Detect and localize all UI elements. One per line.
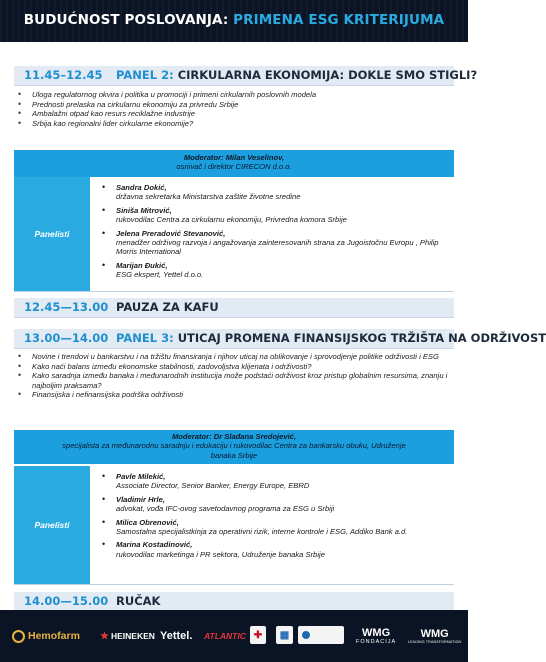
atlantic-logo	[204, 626, 246, 646]
list-item: • Ambalažni otpad kao resurs reciklažne industrije	[14, 109, 454, 119]
title-blue: PRIMENA ESG KRITERIJUMA	[233, 12, 445, 28]
panelist-name: • Pavle Milekić,	[116, 472, 166, 481]
ministry-logo-icon	[298, 626, 344, 644]
heineken-logo	[100, 626, 155, 646]
wmg-subtext: LEADING TRANSFORMATION	[408, 640, 462, 644]
panelists-section	[14, 177, 454, 292]
hemofarm-mark-icon	[12, 630, 25, 643]
ministry-mark-icon	[302, 631, 310, 639]
list-item	[100, 261, 450, 280]
panelist-name: • Siniša Mitrović,	[116, 205, 172, 215]
header-banner	[0, 0, 468, 42]
coat-of-arms-icon	[250, 626, 266, 644]
moderator-role: specijalista za međunarodnu saradnju i edukaciju i rukovodilac Centra za bankarsku obuku, Udruženje banaka Srbije	[62, 441, 406, 460]
star-icon: ★	[100, 630, 109, 642]
panel-title: UTICAJ PROMENA FINANSIJSKOG TRŽIŠTA NA ODRŽIVOST	[177, 331, 546, 345]
list-item	[100, 518, 450, 537]
panelist-role: Associate Director, Senior Banker, Energy Europe, EBRD	[116, 481, 310, 491]
panelist-name: • Sandra Dokić,	[116, 183, 167, 192]
panel-number: PANEL 2:	[116, 68, 174, 82]
session-bar-lunch	[14, 592, 454, 612]
topic-list	[14, 352, 454, 400]
moderator-box	[14, 150, 454, 177]
list-item	[100, 540, 450, 559]
list-item	[100, 183, 450, 202]
session-time: 13.00—14.00	[24, 331, 109, 345]
panelist-role: Samostalna specijalistkinja za operativni rizik, interne kontrole i ESG, Addiko Bank a.d.	[116, 527, 408, 537]
moderator-name: Moderator: Dr Slađana Sredojević,	[171, 432, 297, 441]
session-title: PAUZA ZA KAFU	[116, 300, 219, 314]
session-time: 12.45—13.00	[24, 300, 109, 314]
wmg-foundation-logo	[356, 622, 396, 650]
wmg-text: WMG	[420, 628, 449, 640]
list-item: • Finansijska i nefinansijska podrška održivosti	[14, 390, 454, 400]
panelist-role: državna sekretarka Ministarstva zaštite životne sredine	[116, 192, 301, 202]
wmg-foundation-subtext: FONDACIJA	[356, 639, 397, 645]
list-item: • Kako saradnja između banaka i međunarodnih institucija može podstaći održivost kroz pristup globalnim resursima, znanju i najboljim praksama?	[14, 371, 454, 390]
list-item: • Novine i trendovi u bankarstvu i na tržištu finansiranja i njihov uticaj na oblikovanje i sprovodjenje politike održivosti i ESG	[14, 352, 454, 362]
panelists-section	[14, 466, 454, 585]
list-item: • Uloga regulatornog okvira i politika u promociji i primeni cirkularnih poslovnih modela	[14, 90, 454, 100]
session-title	[116, 331, 546, 345]
grid-icon: ▦	[279, 629, 290, 641]
topic-list	[14, 90, 454, 128]
sponsor-footer	[0, 610, 468, 662]
panel-number: PANEL 3:	[116, 331, 174, 345]
panelist-name: • Vladimir Hrle,	[116, 494, 165, 504]
heineken-text: HEINEKEN	[110, 631, 155, 641]
list-item	[100, 229, 450, 257]
wmg-foundation-text: WMG	[362, 627, 391, 639]
panelist-role: rukovodilac marketinga i PR sektora, Udruženje banaka Srbije	[116, 549, 325, 559]
wmg-logo	[408, 622, 461, 650]
session-title	[116, 68, 477, 82]
session-bar-panel-2	[14, 66, 478, 86]
panelists-label: Panelisti	[14, 466, 90, 584]
panelist-role: ESG ekspert, Yettel d.o.o.	[116, 270, 204, 280]
session-bar-panel-3	[14, 329, 546, 349]
panelist-list	[100, 183, 450, 284]
hemofarm-logo	[12, 626, 80, 646]
session-bar-coffee-break	[14, 298, 454, 318]
panelist-role: advokat, vođa IFC-ovog savetodavnog programa za ESG u Srbiji	[116, 504, 335, 514]
yettel-text: Yettel.	[160, 630, 193, 642]
panelist-name: • Marijan Đukić,	[116, 260, 168, 270]
panelist-role: rukovodilac Centra za cirkularnu ekonomiju, Privredna komora Srbije	[116, 215, 347, 225]
list-item	[100, 472, 450, 491]
hemofarm-text: Hemofarm	[28, 630, 80, 642]
atlantic-text: ATLANTIC	[204, 631, 246, 641]
list-item	[100, 206, 450, 225]
pks-emblem-icon	[276, 626, 293, 644]
panelists-label: Panelisti	[14, 177, 90, 291]
page-title	[0, 12, 468, 28]
panel-title: CIRKULARNA EKONOMIJA: DOKLE SMO STIGLI?	[177, 68, 478, 82]
list-item	[100, 495, 450, 514]
moderator-box	[14, 430, 454, 464]
moderator-name: Moderator: Milan Veselinov,	[183, 153, 285, 162]
title-white: BUDUĆNOST POSLOVANJA:	[23, 12, 229, 28]
panelist-role: menadžer održivog razvoja i angažovanja zainteresovanih strana za Jugoistočnu Evropu , Philip Morris International	[116, 238, 439, 257]
list-item: • Srbija kao regionalni lider cirkularne ekonomije?	[14, 119, 454, 129]
panelist-name: • Marina Kostadinović,	[116, 540, 193, 550]
session-title: RUČAK	[116, 594, 161, 608]
panelist-name: • Jelena Preradović Stevanović,	[116, 228, 226, 238]
list-item: • Prednosti prelaska na cirkularnu ekonomiju za privredu Srbije	[14, 100, 454, 110]
panelist-list	[100, 472, 450, 563]
cross-icon: ✚	[253, 629, 263, 641]
moderator-role: osnivač i direktor CIRECON d.o.o.	[176, 162, 292, 172]
session-time: 11.45–12.45	[24, 68, 103, 82]
panelist-name: • Milica Obrenović,	[116, 517, 179, 527]
session-time: 14.00—15.00	[24, 594, 109, 608]
list-item: • Kako naći balans između ekonomske stabilnosti, zadovoljstva klijenata i održivosti?	[14, 362, 454, 372]
yettel-logo	[160, 626, 192, 646]
